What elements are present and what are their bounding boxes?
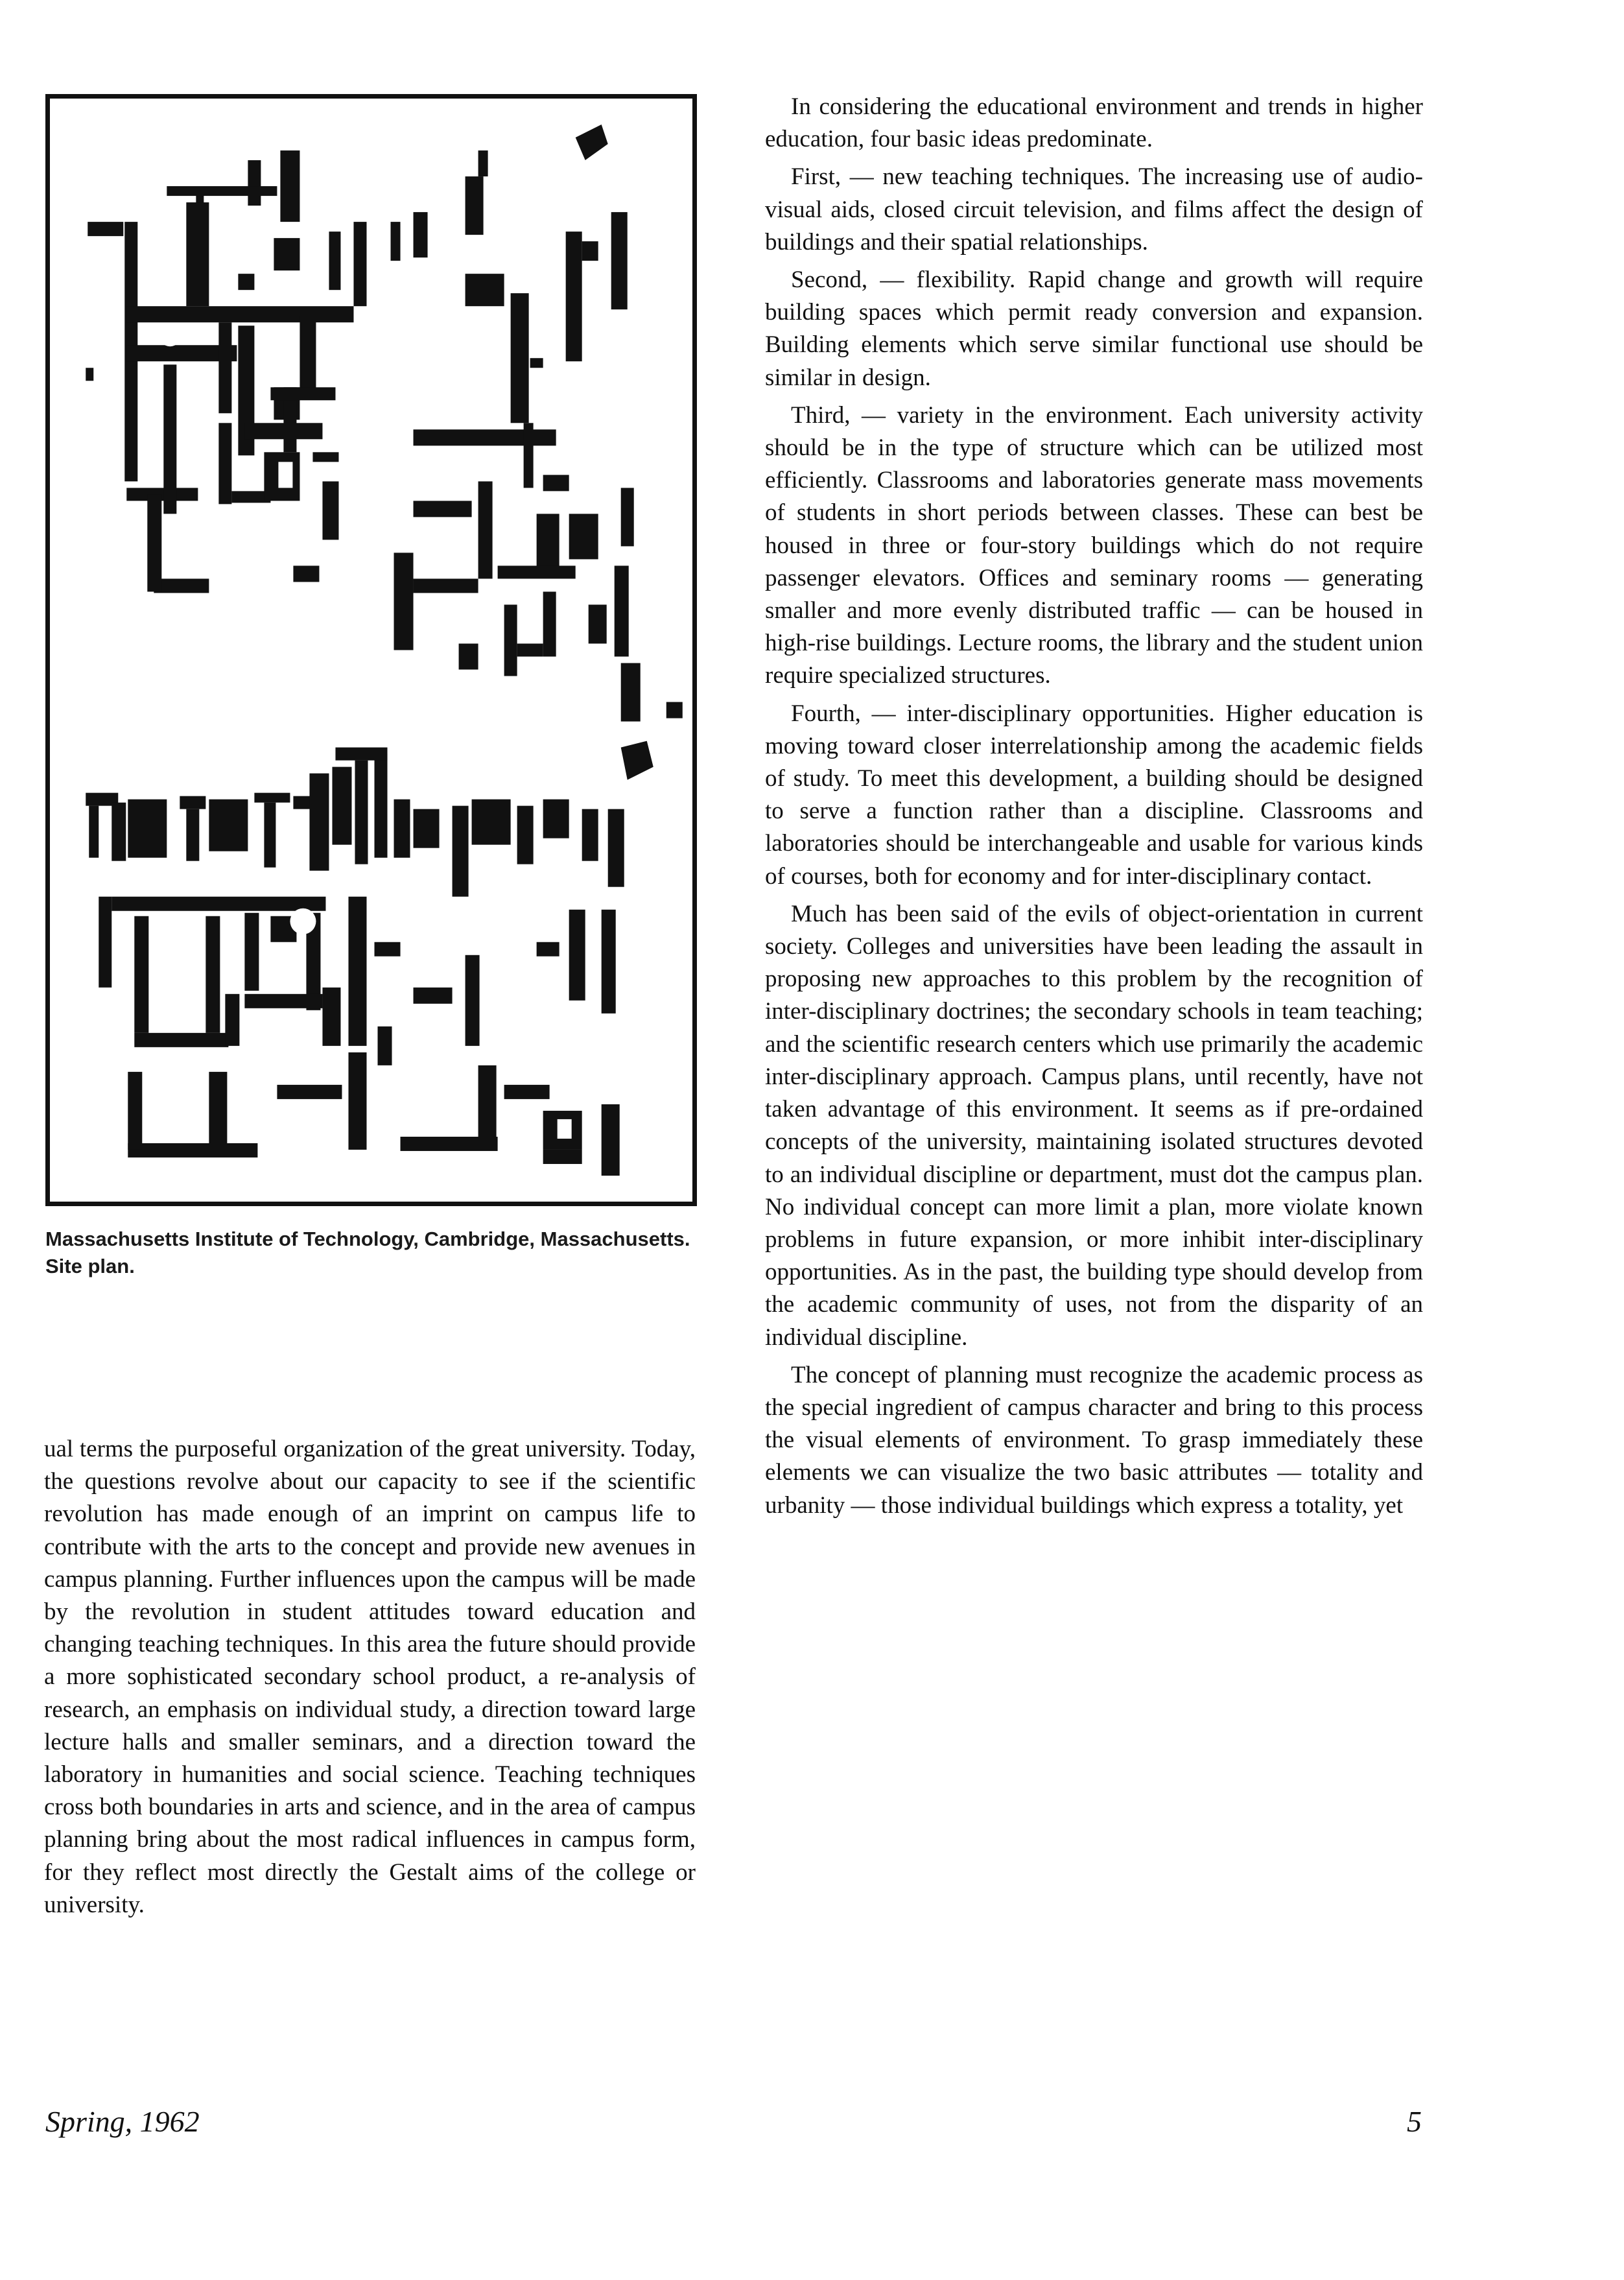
plan-block xyxy=(582,809,598,861)
plan-block xyxy=(274,238,300,270)
body-paragraph: Much has been said of the evils of object-orientation in current society. Colleges and universities have been leading the assault in proposing new approaches to this problem by the recognition of inter-disciplinary doctrines; the secondary schools in team teaching; and the scientific research centers which use primarily the academic inter-disciplinary approach. Campus plans, until recently, have not taken advantage of this environment. It seems as if pre-ordained concepts of the university, maintaining isolated structures devoted to an individual discipline or department, must dot the campus plan. No individual concept can more limit a plan, more violate known problems in future expansion, or more inhibit inter-disciplinary opportunities. As in the past, the building type should develop from the academic community of uses, not from the disparity of an individual discipline. xyxy=(765,900,1423,1351)
body-paragraph: The concept of planning must recognize the academic process as the special ingredient of campus character and bring to this process the visual elements of environment. To grasp immediately these elements we can visualize the two basic attributes — totality and urbanity — those individual buildings which express a totality, yet xyxy=(765,1361,1423,1519)
plan-block xyxy=(355,761,368,864)
plan-block xyxy=(309,774,329,871)
plan-block xyxy=(414,429,556,445)
plan-block xyxy=(537,514,559,572)
issue-date: Spring, 1962 xyxy=(45,2105,200,2138)
plan-block xyxy=(348,1052,366,1150)
plan-block xyxy=(375,754,388,858)
plan-block xyxy=(277,1085,342,1099)
plan-block xyxy=(621,663,641,722)
plan-block xyxy=(300,316,316,390)
plan-block xyxy=(401,1137,498,1151)
plan-block xyxy=(566,232,582,361)
plan-block xyxy=(414,501,472,517)
plan-block xyxy=(543,800,569,838)
left-column xyxy=(44,1433,696,1927)
plan-block xyxy=(244,994,322,1008)
plan-block xyxy=(414,212,428,257)
plan-block xyxy=(621,741,653,780)
plan-block xyxy=(498,565,576,578)
plan-block xyxy=(163,364,176,514)
plan-block xyxy=(504,604,517,676)
plan-block xyxy=(248,160,261,206)
plan-block xyxy=(99,897,112,988)
plan-block xyxy=(329,232,340,290)
plan-block xyxy=(517,643,543,656)
plan-block xyxy=(465,274,504,306)
plan-block xyxy=(582,241,598,261)
plan-block xyxy=(465,176,484,235)
plan-block xyxy=(478,481,493,578)
plan-block xyxy=(186,809,199,861)
plan-block xyxy=(611,212,628,309)
plan-block xyxy=(391,222,401,261)
plan-block xyxy=(312,452,338,462)
plan-block xyxy=(88,222,123,236)
plan-block xyxy=(504,1085,550,1099)
plan-block xyxy=(86,368,93,381)
plan-block xyxy=(537,942,559,956)
site-plan-figure xyxy=(45,94,697,1206)
plan-block xyxy=(218,423,231,504)
plan-block xyxy=(335,748,387,761)
plan-block xyxy=(543,591,556,656)
plan-block xyxy=(569,910,585,1001)
plan-block xyxy=(602,1104,620,1176)
plan-block xyxy=(206,916,220,1033)
plan-block xyxy=(128,800,167,858)
plan-block xyxy=(576,125,608,160)
plan-block xyxy=(543,475,569,491)
plan-block xyxy=(517,806,534,864)
plan-courtyard xyxy=(159,324,181,346)
plan-block xyxy=(414,809,440,848)
plan-block xyxy=(280,150,300,222)
plan-block xyxy=(270,387,335,400)
plan-block xyxy=(543,1150,582,1164)
plan-block xyxy=(375,942,401,956)
plan-block xyxy=(244,423,322,439)
plan-block xyxy=(666,702,683,718)
plan-block xyxy=(225,994,239,1046)
figure-caption: Massachusetts Institute of Technology, Cambridge, Massachusetts. Site plan. xyxy=(45,1228,690,1277)
plan-block xyxy=(602,910,616,1014)
body-paragraph: In considering the educational environment and trends in higher education, four basic ideas predominate. xyxy=(765,93,1423,153)
plan-block xyxy=(167,186,277,196)
plan-block xyxy=(615,565,629,656)
plan-courtyard xyxy=(290,908,316,934)
plan-block xyxy=(112,803,126,861)
plan-block xyxy=(244,913,259,991)
plan-block xyxy=(128,1072,142,1150)
plan-block xyxy=(332,767,351,845)
plan-block xyxy=(264,803,276,868)
plan-block xyxy=(589,604,607,643)
plan-block xyxy=(134,916,148,1033)
plan-block xyxy=(186,202,209,306)
plan-block xyxy=(378,1027,392,1065)
plan-block xyxy=(254,793,290,803)
plan-courtyard xyxy=(278,462,292,488)
plan-block xyxy=(89,806,99,858)
plan-block xyxy=(238,274,254,290)
page-number: 5 xyxy=(1407,2105,1422,2138)
plan-courtyard xyxy=(558,1119,572,1139)
plan-block xyxy=(621,488,634,546)
plan-block xyxy=(394,552,414,650)
plan-block xyxy=(524,423,534,488)
body-paragraph: Second, — flexibility. Rapid change and growth will require building spaces which permit ready conversion and expansion. Building elements which serve similar functional use should be similar in design. xyxy=(765,267,1423,391)
right-column xyxy=(765,91,1423,1527)
plan-block xyxy=(348,897,366,1046)
plan-block xyxy=(154,578,209,593)
plan-block xyxy=(530,358,543,368)
plan-block xyxy=(608,809,624,887)
plan-block xyxy=(414,578,478,593)
plan-block xyxy=(180,796,206,809)
plan-block xyxy=(147,494,161,591)
plan-block xyxy=(218,322,231,413)
plan-block xyxy=(209,800,248,851)
plan-block xyxy=(128,1143,257,1158)
plan-block xyxy=(126,306,353,322)
plan-block xyxy=(293,565,319,582)
plan-block xyxy=(353,222,366,306)
plan-block xyxy=(112,897,325,911)
plan-block xyxy=(134,1033,228,1047)
plan-block xyxy=(465,955,480,1046)
body-paragraph: ual terms the purposeful organization of the great university. Today, the questions revolve about our capacity to see if the scientific revolution has made enough of an imprint on campus life to contribute with the arts to the concept and provide new avenues in campus planning. Further influences upon the campus will be made by the revolution in student attitudes toward education and changing teaching techniques. In this area the future should provide a more sophisticated secondary school product, a re-analysis of research, an emphasis on individual study, a direction toward large lecture halls and smaller seminars, and a direction toward the laboratory in humanities and social science. Teaching techniques cross both boundaries in arts and science, and in the area of campus planning bring about the most radical influences in campus form, for they reflect most directly the Gestalt aims of the college or university. xyxy=(44,1436,696,1918)
body-paragraph: Fourth, — inter-disciplinary opportunities. Higher education is moving toward closer interrelationship among the academic fields of study. To meet this development, a building should be designed to serve a function rather than a discipline. Classrooms and laboratories should be interchangeable and usable for various kinds of courses, both for economy and for inter-disciplinary contact. xyxy=(765,700,1423,890)
plan-block xyxy=(453,806,469,897)
site-plan-drawing xyxy=(50,99,692,1202)
plan-block xyxy=(126,488,198,501)
plan-block xyxy=(414,988,453,1004)
plan-block xyxy=(459,643,478,669)
body-paragraph: Third, — variety in the environment. Each university activity should be in the type of structure which can be utilized most efficiently. Classrooms and laboratories generate mass movements of students in short periods between classes. These can best be housed in three or four-story buildings which do not require passenger elevators. Offices and seminary rooms — generating smaller and more evenly distributed traffic — can be housed in high-rise buildings. Lecture rooms, the library and the student union require specialized structures. xyxy=(765,401,1423,689)
plan-block xyxy=(394,800,410,858)
plan-block xyxy=(478,150,488,176)
plan-block xyxy=(569,514,598,559)
plan-block xyxy=(322,481,338,540)
plan-block xyxy=(322,988,340,1046)
plan-block xyxy=(472,800,511,845)
plan-block xyxy=(511,293,529,423)
body-paragraph: First, — new teaching techniques. The increasing use of audio-visual aids, closed circuit television, and films affect the design of buildings and their spatial relationships. xyxy=(765,163,1423,255)
